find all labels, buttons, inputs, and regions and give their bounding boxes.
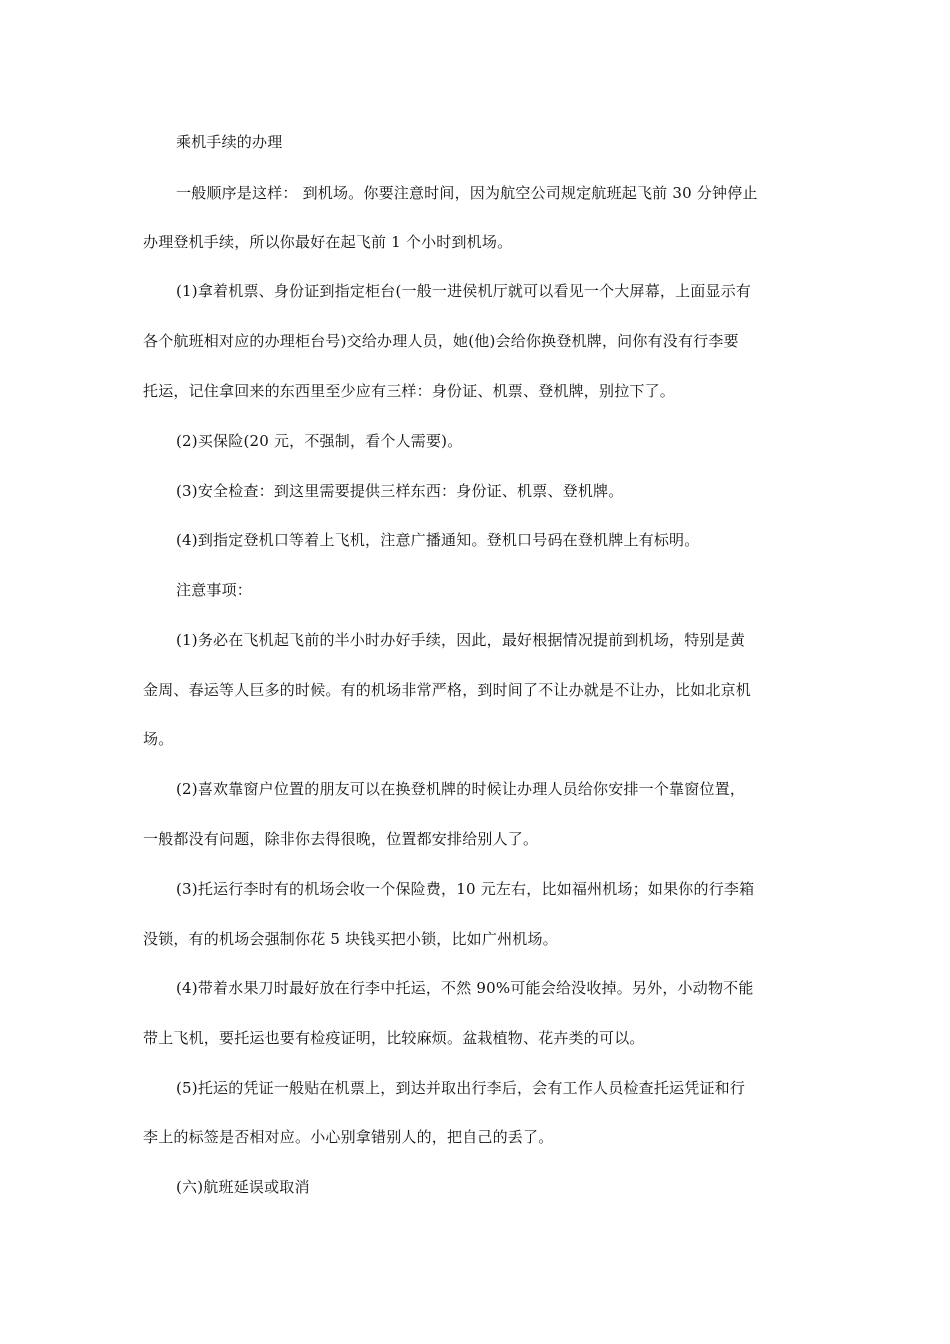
paragraph-line: 没锁，有的机场会强制你花 5 块钱买把小锁，比如广州机场。 bbox=[143, 930, 558, 948]
paragraph-line: (3)安全检查：到这里需要提供三样东西：身份证、机票、登机牌。 bbox=[176, 482, 624, 500]
paragraph-line: (2)买保险(20 元，不强制，看个人需要)。 bbox=[176, 432, 463, 450]
section-heading-flight-delay: (六)航班延误或取消 bbox=[176, 1178, 310, 1196]
paragraph-line: (4)带着水果刀时最好放在行李中托运，不然 90%可能会给没收掉。另外，小动物不能 bbox=[176, 979, 754, 997]
paragraph-line: 场。 bbox=[143, 730, 174, 748]
paragraph-line: (2)喜欢靠窗户位置的朋友可以在换登机牌的时候让办理人员给你安排一个靠窗位置， bbox=[176, 780, 746, 798]
paragraph-line: 各个航班相对应的办理柜台号)交给办理人员，她(他)会给你换登机牌，问你有没有行李要 bbox=[143, 332, 739, 350]
paragraph-line: 金周、春运等人巨多的时候。有的机场非常严格，到时间了不让办就是不让办，比如北京机 bbox=[143, 681, 752, 699]
paragraph-line: 一般都没有问题，除非你去得很晚，位置都安排给别人了。 bbox=[143, 830, 539, 848]
paragraph-line: (1)务必在飞机起飞前的半小时办好手续，因此，最好根据情况提前到机场，特别是黄 bbox=[176, 631, 746, 649]
section-heading-notes: 注意事项： bbox=[176, 581, 253, 599]
paragraph-line: (1)拿着机票、身份证到指定柜台(一般一进侯机厅就可以看见一个大屏幕，上面显示有 bbox=[176, 282, 752, 300]
paragraph-line: 李上的标签是否相对应。小心别拿错别人的，把自己的丢了。 bbox=[143, 1128, 554, 1146]
paragraph-line: 托运，记住拿回来的东西里至少应有三样：身份证、机票、登机牌，别拉下了。 bbox=[143, 382, 676, 400]
paragraph-line: (5)托运的凭证一般贴在机票上，到达并取出行李后，会有工作人员检查托运凭证和行 bbox=[176, 1079, 746, 1097]
paragraph-line: (4)到指定登机口等着上飞机，注意广播通知。登机口号码在登机牌上有标明。 bbox=[176, 531, 700, 549]
paragraph-line: (3)托运行李时有的机场会收一个保险费，10 元左右，比如福州机场；如果你的行李箱 bbox=[176, 880, 755, 898]
paragraph-line: 办理登机手续，所以你最好在起飞前 1 个小时到机场。 bbox=[143, 233, 513, 251]
paragraph-line: 带上飞机，要托运也要有检疫证明，比较麻烦。盆栽植物、花卉类的可以。 bbox=[143, 1029, 645, 1047]
section-heading-check-in: 乘机手续的办理 bbox=[176, 133, 283, 151]
paragraph-line: 一般顺序是这样： 到机场。你要注意时间，因为航空公司规定航班起飞前 30 分钟停止 bbox=[176, 184, 758, 202]
